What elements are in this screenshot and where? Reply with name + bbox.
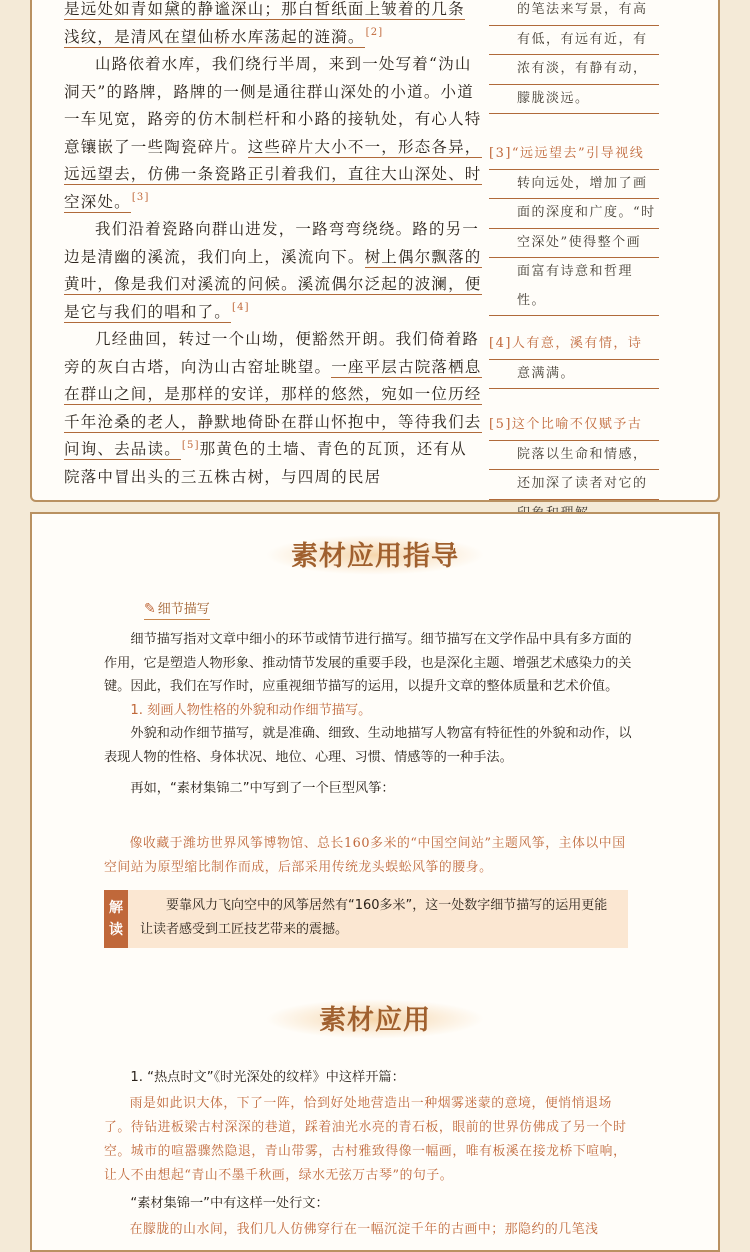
annotation-line: [4]人有意，溪有情，诗 [489, 330, 659, 360]
annotation-line: 的笔法来写景，有高 [489, 0, 659, 26]
annotation-2 [489, 0, 659, 114]
guide-title-wrap [32, 534, 718, 584]
article-paragraph-1 [64, 0, 482, 51]
application-item-text: “素材集锦一”中有这样一处行文： [130, 1196, 329, 1211]
plain-text: 几经曲回，转过一个山坳，便豁然开朗。我们倚着路旁的灰白古塔，向沩山古窑址眺望。 [64, 330, 480, 376]
annotation-line: 浓有淡，有静有动， [489, 55, 659, 85]
interpretation-callout [104, 890, 628, 948]
guide-title: 素材应用指导 [32, 534, 718, 573]
application-quote-text: 雨是如此识大体，下了一阵，恰到好处地营造出一种烟雾迷蒙的意境，便悄悄退场了。待钻进板梁古村深深的巷道，踩着油光水亮的青石板，眼前的世界仿佛成了另一个时空。城市的喧嚣骤然隐退，青山带雾，古村雅致得像一幅画，唯有板溪在接龙桥下喧响，让人不由想起“青山不墨千秋画，绿水无弦万古琴”的句子。 [104, 1096, 627, 1183]
example-intro: 再如，“素材集锦二”中写到了一个巨型风筝： [130, 781, 395, 796]
plain-text: 山路依着水库，我们绕行半周，来到一处写着“沩山洞天”的路牌，路牌的一侧是通往群山深处的小道。小道一车见宽，路旁的仿木制栏杆和小路的接轨处，有心人特意镶嵌了一些陶瓷碎片。 [64, 55, 482, 156]
application-quote-text: 在朦胧的山水间，我们几人仿佛穿行在一幅沉淀千年的古画中；那隐约的几笔浅 [129, 1222, 599, 1237]
interpretation-text: 要靠风力飞向空中的风筝居然有“160多米”，这一处数字细节描写的运用更能让读者感受到工匠技艺带来的震撼。 [140, 898, 608, 937]
footnote-ref: [3] [131, 192, 150, 204]
underlined-sentence: 这些碎片大小不一，形态各异，远远望去，仿佛一条瓷路正引着我们，直往大山深处、时空深处。 [64, 137, 482, 211]
annotation-line: [3]“远远望去”引导视线 [489, 140, 659, 170]
interpretation-tag [104, 890, 128, 948]
article-paragraph-4 [64, 326, 482, 491]
guide-point: 1. 刻画人物性格的外貌和动作细节描写。 [130, 702, 372, 718]
annotation-line: 朦胧淡远。 [489, 85, 659, 115]
annotation-line: 面富有诗意和哲理性。 [489, 258, 659, 316]
guide-panel [30, 512, 720, 1252]
guide-paragraph: 细节描写指对文章中细小的环节或情节进行描写。细节描写在文学作品中具有多方面的作用，它是塑造人物形象、推动情节发展的重要手段，也是深化主题、增强艺术感染力的关键。因此，我们在写作时，应重视细节描写的运用，以提升文章的整体质量和艺术价值。 [104, 632, 632, 694]
annotation-4 [489, 330, 659, 389]
annotation-3 [489, 140, 659, 316]
footnote-ref: [5] [181, 439, 200, 451]
annotation-line: 面的深度和广度。“时 [489, 199, 659, 229]
application-title-wrap [32, 998, 718, 1048]
application-quote-2 [104, 1218, 634, 1242]
plain-text: 我们沿着瓷路向群山进发，一路弯弯绕绕。路的另一边是清幽的溪流，我们向上，溪流向下。 [64, 220, 480, 266]
annotation-line: 转向远处，增加了画 [489, 170, 659, 200]
guide-body [104, 628, 634, 801]
annotation-line: 意满满。 [489, 360, 659, 390]
annotation-sidebar [489, 0, 659, 543]
pen-icon: ✎ [144, 601, 156, 617]
annotation-line: 有低，有远有近，有 [489, 26, 659, 56]
article-panel [30, 0, 720, 502]
tag-char: 解 [109, 900, 123, 916]
guide-paragraph: 外貌和动作细节描写，就是准确、细致、生动地描写人物富有特征性的外貌和动作，以表现人物的性格、身体状况、地位、心理、习惯、情感等的一种手法。 [104, 726, 632, 765]
underlined-sentence: 一座平层古院落栖息在群山之间，是那样的安详，那样的悠然，宛如一位历经千年沧桑的老人，静默地倚卧在群山怀抱中，等待我们去问询、去品读。 [64, 357, 482, 458]
footnote-ref: [4] [232, 302, 250, 314]
application-quote-1 [104, 1092, 634, 1188]
subhead-detail-description [144, 598, 210, 620]
annotation-line: 还加深了读者对它的 [489, 470, 659, 500]
subhead-label: 细节描写 [157, 602, 210, 617]
application-item-2 [104, 1192, 634, 1216]
underlined-sentence: 浅纹，是清风在望仙桥水库荡起的涟漪。 [64, 27, 365, 46]
tag-char: 读 [109, 922, 123, 938]
plain-text: 那黄色的土墙、青色的瓦顶，还有从院落中冒出头的三五株古树，与四周的民居 [64, 440, 467, 486]
underlined-sentence: 是远处如青如黛的静谧深山；那白皙纸面上皱着的几条 [64, 0, 465, 18]
application-title: 素材应用 [32, 998, 718, 1037]
application-item-text: 1. “热点时文”《时光深处的纹样》中这样开篇： [130, 1070, 405, 1085]
article-paragraph-2 [64, 51, 482, 216]
underlined-sentence: 树上偶尔飘落的黄叶，像是我们对溪流的问候。溪流偶尔泛起的波澜，便是它与我们的唱和了。 [64, 247, 482, 321]
example-quote-text: 像收藏于潍坊世界风筝博物馆、总长160多米的“中国空间站”主题风筝，主体以中国空间站为原型缩比制作而成，后部采用传统龙头蜈蚣风筝的腰身。 [104, 836, 626, 875]
example-quote [104, 832, 634, 880]
annotation-line: 空深处”使得整个画 [489, 229, 659, 259]
annotation-line: [5]这个比喻不仅赋予古 [489, 411, 659, 441]
annotation-line: 院落以生命和情感， [489, 441, 659, 471]
article-paragraph-3 [64, 216, 482, 326]
application-item-1 [104, 1066, 634, 1090]
footnote-ref: [2] [365, 27, 384, 39]
article-body [64, 0, 482, 491]
